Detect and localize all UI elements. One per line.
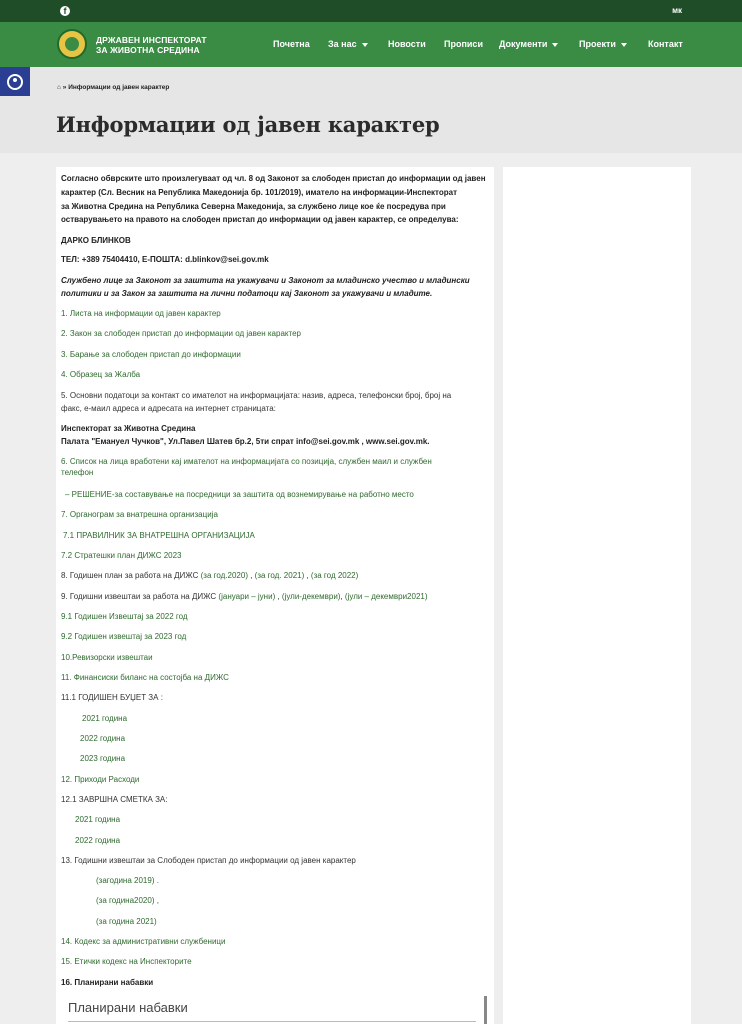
list-item-7-2[interactable]: 7.2 Стратешки план ДИЖС 2023 [61, 551, 182, 560]
list-item-6-line-2[interactable]: телефон [61, 468, 94, 477]
list-item-7[interactable]: 7. Органограм за внатрешна организација [61, 510, 218, 519]
intro-line-1: Согласно обврските што произлегуваат од чл. 8 од Законот за слободен пристап до информации од јавен [61, 174, 486, 183]
official-name: ДАРКО БЛИНКОВ [61, 236, 131, 245]
language-switcher[interactable]: мк [672, 6, 682, 15]
nav-regulations[interactable]: Прописи [444, 39, 483, 49]
nav-documents[interactable] [499, 39, 558, 51]
list-item-11[interactable]: 11. Финансиски биланс на состојба на ДИЖС [61, 673, 229, 682]
chevron-down-icon [362, 43, 368, 47]
report-jan-jun-link[interactable]: (јануари – јуни) [218, 592, 276, 601]
official-note-line-1: Службено лице за Законот за заштита на укажувачи и Законот за младинско учество и младински [61, 276, 470, 285]
list-item-15[interactable]: 15. Етички кодекс на Инспекторите [61, 957, 192, 966]
section-divider [68, 1021, 476, 1022]
brand-line-2: ЗА ЖИВОТНА СРЕДИНА [96, 45, 200, 55]
official-note-line-2: политики и за Закон за заштита на лични податоци кај Законот за укажувачи и младите. [61, 289, 433, 298]
list-item-7-1[interactable]: 7.1 ПРАВИЛНИК ЗА ВНАТРЕШНА ОРГАНИЗАЦИЈА [63, 531, 255, 540]
top-bar [0, 0, 742, 22]
foi-report-2021-link[interactable]: (за година 2021) [96, 917, 157, 926]
list-item-9-label: 9. Годишни извештаи за работа на ДИЖС [61, 592, 217, 601]
list-item-4[interactable]: 4. Образец за Жалба [61, 370, 141, 379]
nav-projects[interactable] [579, 39, 627, 51]
list-item-8: 8. Годишен план за работа на ДИЖС (за год.2020) , (за год. 2021) , (за год 2022) [61, 571, 359, 580]
list-item-10[interactable]: 10.Ревизорски извештаи [61, 653, 153, 662]
address-line-2: Палата "Емануел Чучков", Ул.Павел Шатев бр.2, 5ти спрат info@sei.gov.mk , www.sei.gov.mk. [61, 437, 430, 446]
budget-2021-link[interactable]: 2021 година [82, 714, 128, 723]
brand-line-1: ДРЖАВЕН ИНСПЕКТОРАТ [96, 35, 207, 45]
nav-news[interactable]: Новости [388, 39, 426, 49]
nav-home[interactable]: Почетна [273, 39, 310, 49]
final-account-2021-link[interactable]: 2021 година [75, 815, 121, 824]
page-header [0, 67, 742, 153]
breadcrumb-current: Информации од јавен карактер [68, 84, 170, 91]
foi-report-2019-link[interactable]: (загодина 2019) . [96, 876, 159, 885]
nav-projects-label: Проекти [579, 39, 616, 49]
list-item-12-1: 12.1 ЗАВРШНА СМЕТКА ЗА: [61, 795, 168, 804]
accessibility-button[interactable] [0, 67, 30, 96]
nav-contact[interactable]: Контакт [648, 39, 683, 49]
list-item-9-1[interactable]: 9.1 Годишен Извештај за 2022 год [61, 612, 188, 621]
report-jul-dec-2021-link[interactable]: (јули – декември2021) [344, 592, 428, 601]
budget-2022-link[interactable]: 2022 година [80, 734, 126, 743]
planned-procurements-heading: Планирани набавки [68, 1000, 188, 1015]
site-brand[interactable] [96, 35, 207, 55]
decision-link[interactable]: – РЕШЕНИЕ-за составување на посредници за заштита од вознемирување на работно место [65, 490, 414, 499]
report-jul-dec-link[interactable]: (јули-декември) [281, 592, 341, 601]
chevron-down-icon [552, 43, 558, 47]
page-title: Информации од јавен карактер [56, 112, 440, 137]
list-item-11-1: 11.1 ГОДИШЕН БУЏЕТ ЗА : [61, 693, 163, 702]
site-logo[interactable] [57, 29, 87, 59]
chevron-down-icon [621, 43, 627, 47]
nav-about-label: За нас [328, 39, 357, 49]
nav-documents-label: Документи [499, 39, 548, 49]
list-item-6-line-1[interactable]: 6. Список на лица вработени кај имателот на информацијата со позиција, службен маил и службен [61, 457, 432, 466]
list-item-9: 9. Годишни извештаи за работа на ДИЖС (јануари – јуни) , (јули-декември), (јули – декември2021) [61, 592, 428, 601]
list-item-12[interactable]: 12. Приходи Расходи [61, 775, 140, 784]
nav-about[interactable] [328, 39, 368, 51]
list-item-9-2[interactable]: 9.2 Годишен извештај за 2023 год [61, 632, 187, 641]
plan-2021-link[interactable]: (за год. 2021) [254, 571, 305, 580]
intro-line-3: за Животна Средина на Република Северна Македонија, за службено лице кое ќе посредува при [61, 202, 446, 211]
accessibility-icon [7, 74, 23, 90]
intro-line-2: карактер (Сл. Весник на Република Македонија бр. 101/2019), иматело на информации-Инспекторат [61, 188, 457, 197]
breadcrumb [57, 84, 169, 91]
facebook-icon[interactable]: f [60, 6, 70, 16]
list-item-16: 16. Планирани набавки [61, 978, 154, 987]
official-contact: ТЕЛ: +389 75404410, Е-ПОШТА: d.blinkov@sei.gov.mk [61, 255, 269, 264]
sidebar-panel [503, 167, 691, 1024]
list-item-5-line-1: 5. Основни податоци за контакт со имателот на информацијата: назив, адреса, телефонски број, број на [61, 391, 452, 400]
embedded-scrollbar[interactable] [484, 996, 487, 1024]
final-account-2022-link[interactable]: 2022 година [75, 836, 121, 845]
list-item-2[interactable]: 2. Закон за слободен пристап до информации од јавен карактер [61, 329, 301, 338]
list-item-3[interactable]: 3. Барање за слободен пристап до информации [61, 350, 241, 359]
address-line-1: Инспекторат за Животна Средина [61, 424, 196, 433]
foi-report-2020-link[interactable]: (за година2020) , [96, 896, 159, 905]
home-icon[interactable]: ⌂ [57, 84, 61, 91]
plan-2020-link[interactable]: (за год.2020) [200, 571, 248, 580]
breadcrumb-separator: » [62, 84, 67, 91]
plan-2022-link[interactable]: (за год 2022) [310, 571, 359, 580]
list-item-14[interactable]: 14. Кодекс за административни службеници [61, 937, 226, 946]
budget-2023-link[interactable]: 2023 година [80, 754, 126, 763]
list-item-8-label: 8. Годишен план за работа на ДИЖС [61, 571, 199, 580]
list-item-13: 13. Годишни извештаи за Слободен пристап до информации од јавен карактер [61, 856, 356, 865]
intro-line-4: остварувањето на правото на слободен пристап до информации од јавен карактер, се определува: [61, 215, 459, 224]
main-navbar [0, 22, 742, 67]
list-item-5-line-2: факс, е-маил адреса и адресата на интернет страницата: [61, 404, 276, 413]
list-item-1[interactable]: 1. Листа на информации од јавен карактер [61, 309, 221, 318]
